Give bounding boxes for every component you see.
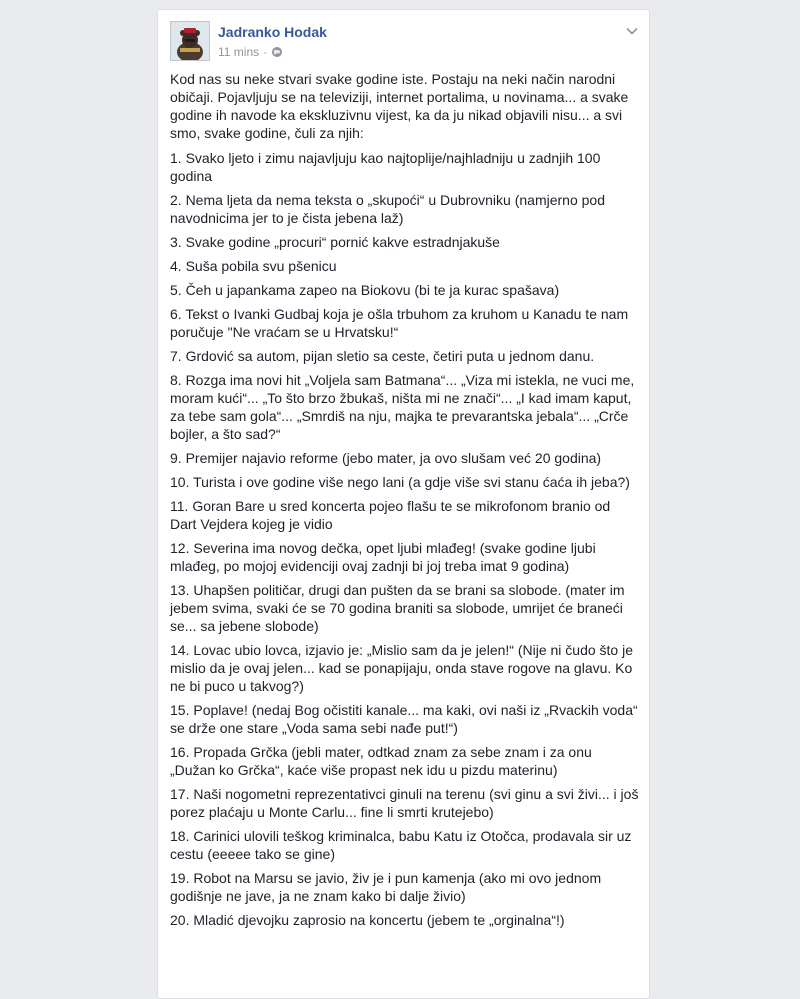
chevron-down-icon[interactable] xyxy=(625,24,639,38)
list-item: 16. Propada Grčka (jebli mater, odtkad znam za sebe znam i za onu „Dužan ko Grčka“, kaće više propast nek idu u pizdu materinu) xyxy=(170,744,592,778)
author-avatar[interactable] xyxy=(170,21,210,61)
list-item: 13. Uhapšen političar, drugi dan pušten da se brani sa slobode. (mater im jebem svima, svaki će se 70 godina braniti sa slobode, umrijet će braneći se... sa jebene slobode) xyxy=(170,582,625,634)
list-item: 6. Tekst o Ivanki Gudbaj koja je ošla trbuhom za kruhom u Kanadu te nam poručuje "Ne vraćam se u Hrvatsku!“ xyxy=(170,306,629,340)
globe-icon[interactable] xyxy=(271,46,283,58)
list-item: 10. Turista i ove godine više nego lani (a gdje više svi stanu ćaća ih jeba?) xyxy=(170,474,630,490)
list-item: 15. Poplave! (nedaj Bog očistiti kanale... ma kaki, ovi naši iz „Rvackih voda“ se drže one stare „Voda sama sebi nađe put!“) xyxy=(170,702,638,736)
post-card xyxy=(157,9,650,999)
author-name[interactable]: Jadranko Hodak xyxy=(218,24,327,40)
list-item: 12. Severina ima novog dečka, opet ljubi mlađeg! (svake godine ljubi mlađeg, po mojoj evidenciji ovaj zadnji bi joj treba imat 9 godina) xyxy=(170,540,596,574)
post-meta xyxy=(218,44,283,60)
post-timestamp[interactable]: 11 mins xyxy=(218,45,260,59)
post-body xyxy=(170,70,640,935)
list-item: 18. Carinici ulovili teškog kriminalca, babu Katu iz Otočca, prodavala sir uz cestu (eeeee tako se gine) xyxy=(170,828,632,862)
list-item: 7. Grdović sa autom, pijan sletio sa ceste, četiri puta u jednom danu. xyxy=(170,348,595,364)
list-item: 1. Svako ljeto i zimu najavljuju kao najtoplije/najhladniju u zadnjih 100 godina xyxy=(170,150,601,184)
list-item: 19. Robot na Marsu se javio, živ je i pun kamenja (ako mi ovo jednom godišnje ne jave, ja ne znam kako bi dalje živio) xyxy=(170,870,602,904)
post-intro: Kod nas su neke stvari svake godine iste. Postaju na neki način narodni običaji. Pojavljuju se na televiziji, internet portalima, u novinama... a svake godine ih navode ka ekskluzivnu vijest, ka da ju nikad objavili nisu... a svi smo, svake godine, čuli za njih: xyxy=(170,71,629,141)
list-item: 11. Goran Bare u sred koncerta pojeo flašu te se mikrofonom branio od Dart Vejdera kojeg je vidio xyxy=(170,498,611,532)
list-item: 3. Svake godine „procuri“ pornić kakve estradnjakuše xyxy=(170,234,500,250)
list-item: 5. Čeh u japankama zapeo na Biokovu (bi te ja kurac spašava) xyxy=(170,282,560,298)
list-item: 4. Suša pobila svu pšenicu xyxy=(170,258,337,274)
list-item: 9. Premijer najavio reforme (jebo mater, ja ovo slušam već 20 godina) xyxy=(170,450,602,466)
meta-separator: · xyxy=(263,45,268,59)
list-item: 8. Rozga ima novi hit „Voljela sam Batmana“... „Viza mi istekla, ne vuci me, moram kući“... „To što brzo žbukaš, ništa mi ne znači“... „I kad imam kaput, za tebe sam gola“... „Smrdiš na nju, majka te prevarantska jebala“... „Crče bojler, a što sad?“ xyxy=(170,372,635,442)
list-item: 2. Nema ljeta da nema teksta o „skupoći“ u Dubrovniku (namjerno pod navodnicima jer to je čista jebena laž) xyxy=(170,192,605,226)
list-item: 14. Lovac ubio lovca, izjavio je: „Mislio sam da je jelen!“ (Nije ni čudo što je mislio da je ovaj jelen... kad se ponapijaju, onda stave rogove na glavu. Ko ne bi puco u takvog?) xyxy=(170,642,633,694)
list-item: 20. Mladić djevojku zaprosio na koncertu (jebem te „orginalna“!) xyxy=(170,912,565,928)
list-item: 17. Naši nogometni reprezentativci ginuli na terenu (svi ginu a svi živi... i još porez plaćaju u Monte Carlu... fine li smrti krutejebo) xyxy=(170,786,639,820)
avatar-image xyxy=(171,22,209,60)
